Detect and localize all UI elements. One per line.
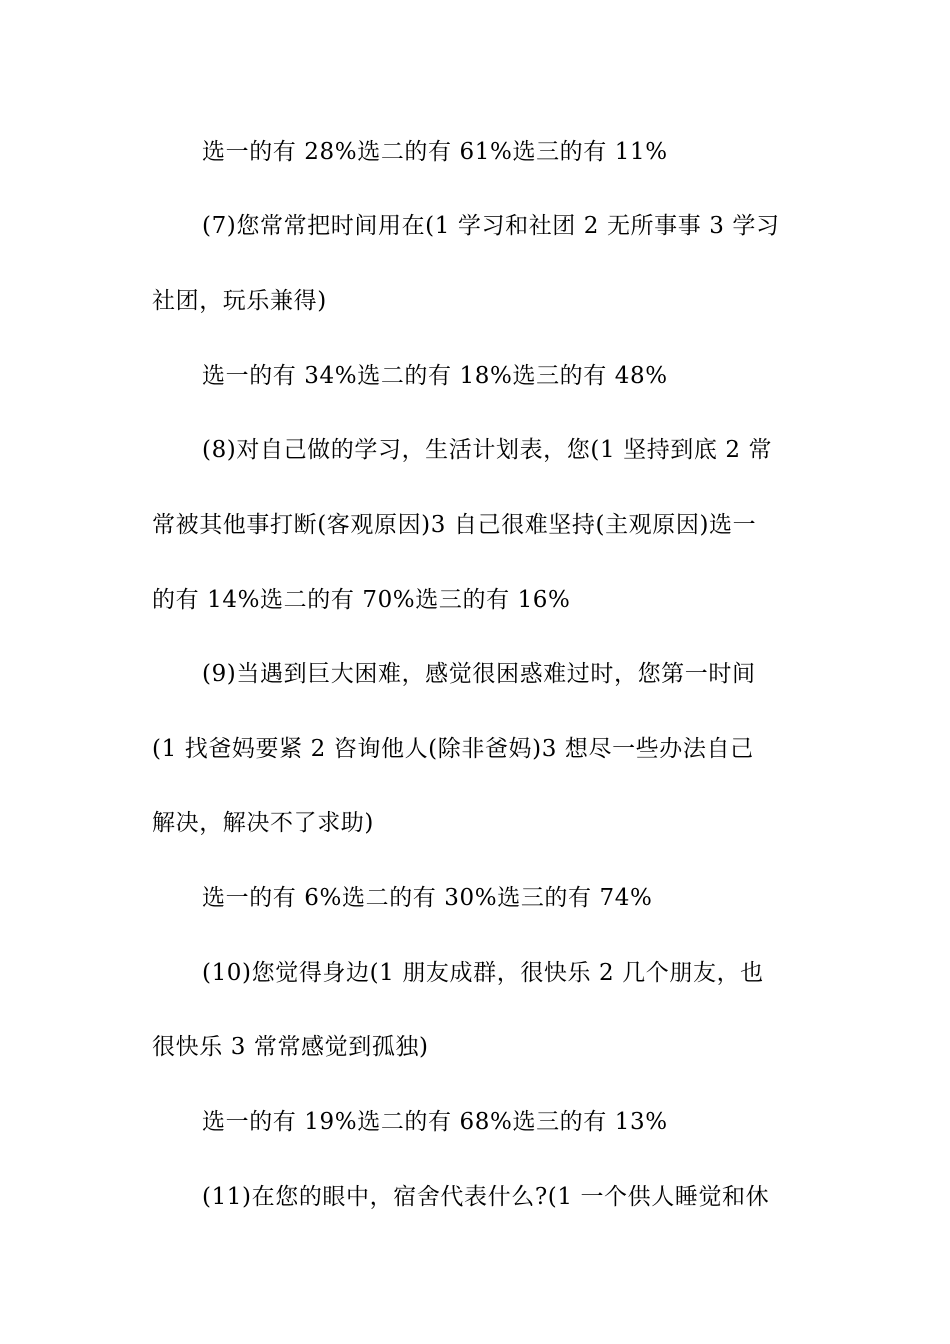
paragraph-line: (1 找爸妈要紧 2 咨询他人(除非爸妈)3 想尽一些办法自己 [152,736,754,762]
paragraph-line: 的有 14%选二的有 70%选三的有 16% [152,587,571,613]
paragraph-line: 很快乐 3 常常感觉到孤独) [152,1034,429,1060]
paragraph-line: 选一的有 28%选二的有 61%选三的有 11% [202,139,668,165]
paragraph-line: (11)在您的眼中，宿舍代表什么?(1 一个供人睡觉和休 [202,1184,770,1210]
paragraph-line: (9)当遇到巨大困难，感觉很困惑难过时，您第一时间 [202,661,756,687]
paragraph-line: (8)对自己做的学习，生活计划表，您(1 坚持到底 2 常 [202,437,773,463]
paragraph-line: (7)您常常把时间用在(1 学习和社团 2 无所事事 3 学习 [202,213,780,239]
paragraph-line: (10)您觉得身边(1 朋友成群，很快乐 2 几个朋友，也 [202,960,764,986]
paragraph-line: 选一的有 6%选二的有 30%选三的有 74% [202,885,653,911]
paragraph-line: 常被其他事打断(客观原因)3 自己很难坚持(主观原因)选一 [152,512,757,538]
paragraph-line: 社团，玩乐兼得) [152,288,327,314]
paragraph-line: 选一的有 19%选二的有 68%选三的有 13% [202,1109,668,1135]
paragraph-line: 选一的有 34%选二的有 18%选三的有 48% [202,363,668,389]
paragraph-line: 解决，解决不了求助) [152,810,374,836]
